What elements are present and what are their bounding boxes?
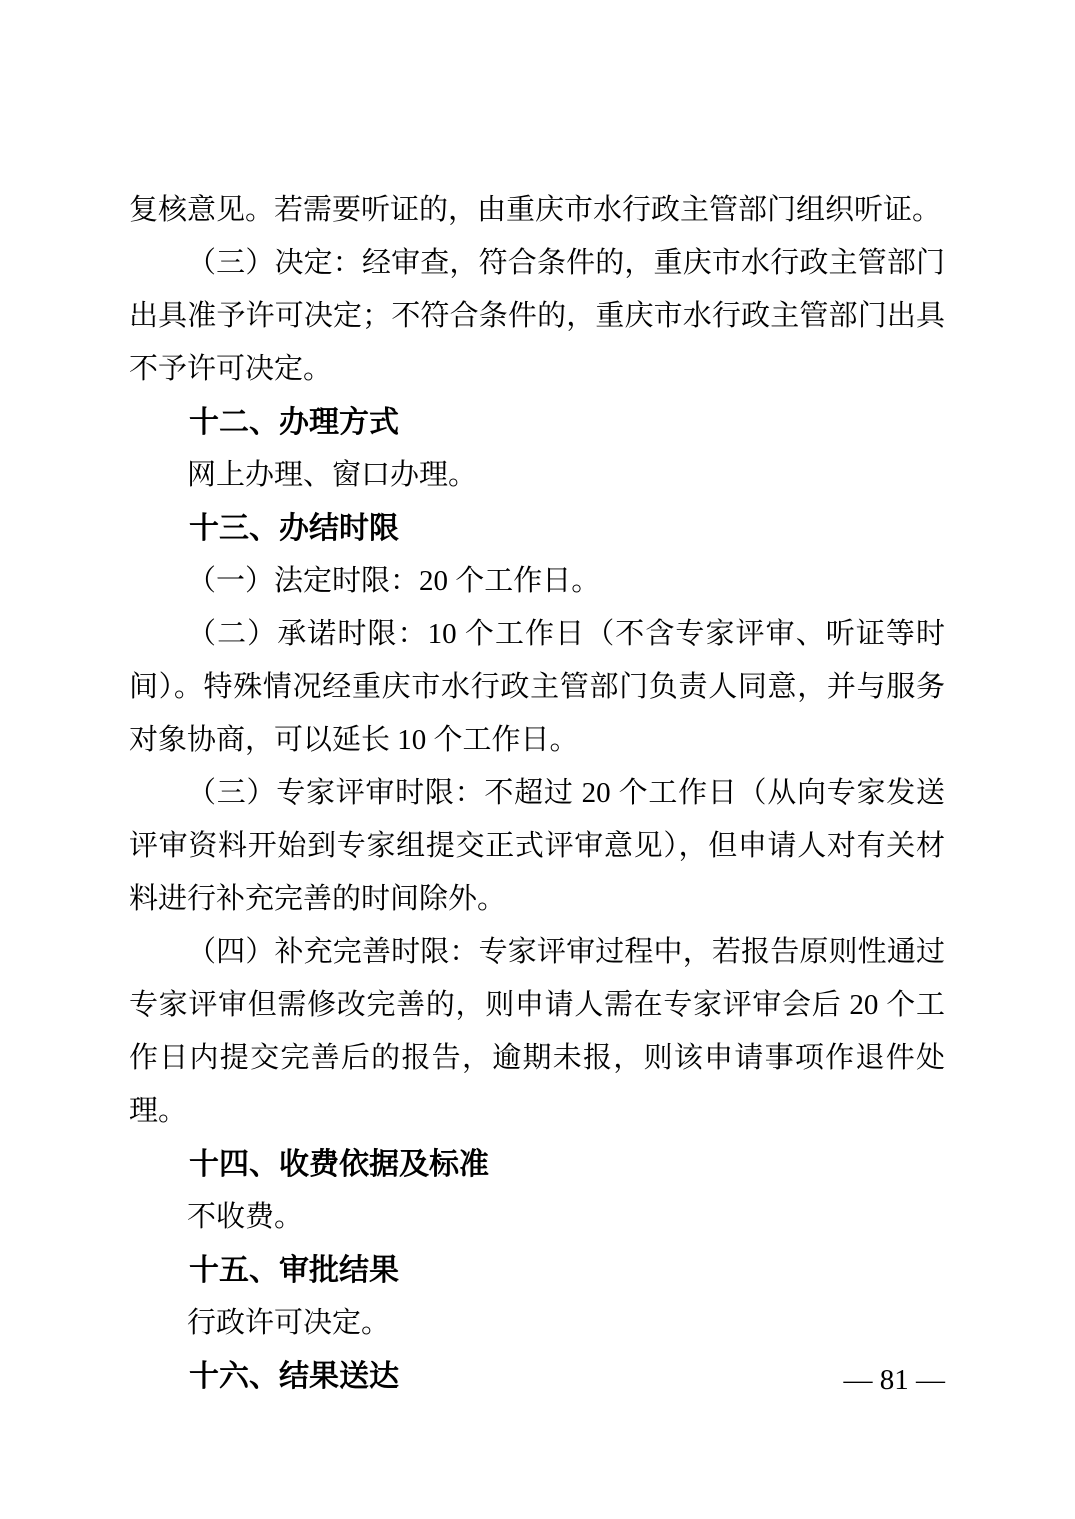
paragraph-decision: （三）决定：经审查，符合条件的，重庆市水行政主管部门出具准予许可决定；不符合条件的，重庆市水行政主管部门出具不予许可决定。: [129, 247, 945, 385]
paragraph-promised-time-limit: （二）承诺时限：10 个工作日（不含专家评审、听证等时间）。特殊情况经重庆市水行政主管部门负责人同意，并与服务对象协商，可以延长 10 个工作日。: [129, 618, 945, 756]
paragraph-supplement-time-limit: （四）补充完善时限：专家评审过程中，若报告原则性通过专家评审但需修改完善的，则申请人需在专家评审会后 20 个工作日内提交完善后的报告，逾期未报，则该申请事项作退件处理。: [129, 936, 945, 1127]
heading-section-13-completion-time-limit: 十三、办结时限: [189, 512, 399, 545]
heading-section-12-handling-method: 十二、办理方式: [189, 406, 399, 439]
paragraph-approval-result: 行政许可决定。: [187, 1307, 391, 1339]
heading-section-15-approval-result: 十五、审批结果: [189, 1254, 399, 1287]
document-content: [129, 184, 945, 1403]
heading-section-14-fee-basis: 十四、收费依据及标准: [189, 1148, 489, 1181]
paragraph-expert-review-time-limit: （三）专家评审时限：不超过 20 个工作日（从向专家发送评审资料开始到专家组提交正式评审意见），但申请人对有关材料进行补充完善的时间除外。: [129, 777, 945, 915]
page-number: — 81 —: [843, 1364, 945, 1396]
paragraph-review-continuation: 复核意见。若需要听证的，由重庆市水行政主管部门组织听证。: [129, 194, 942, 226]
heading-section-16-result-delivery: 十六、结果送达: [189, 1360, 399, 1393]
paragraph-statutory-time-limit: （一）法定时限：20 个工作日。: [187, 565, 601, 597]
paragraph-no-fee: 不收费。: [187, 1201, 304, 1233]
paragraph-handling-channels: 网上办理、窗口办理。: [187, 459, 478, 491]
